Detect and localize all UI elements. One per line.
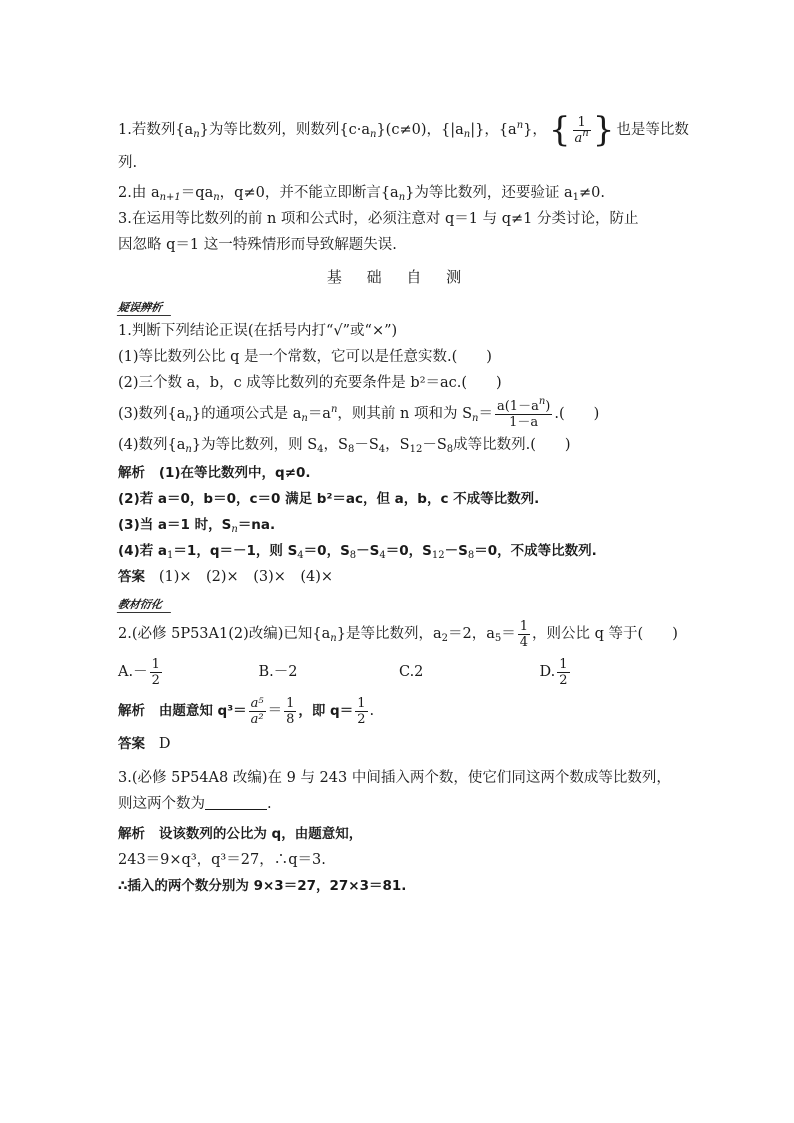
option-c[interactable]: C.2 xyxy=(399,664,424,680)
note-1-text-d: |}，{a xyxy=(470,122,517,138)
section-tag-2: 教材衍化 xyxy=(117,596,173,613)
option-a[interactable]: A.－ $\frac{1}{2}$ xyxy=(118,656,160,688)
document-page xyxy=(117,110,689,899)
sub-n: n xyxy=(193,129,200,140)
q2-analysis: 解析 由题意知 q³＝ $\frac{\text{a⁵}}{\text{a²}}$ ＝ $\frac{1}{8}$ ，即 q＝ $\frac{1}{2}$ . xyxy=(118,695,375,727)
sub-n: n xyxy=(370,129,377,140)
q1-analysis-4: (4)若 $a_1=1$，q＝－1，则 $S_4=0$，$S_8-S_4=0$，$S_{12}-S_8=0$，不成等比数列. xyxy=(118,543,597,561)
fraction-1-over-a-n: $\frac{1}{a^n}$ xyxy=(574,114,589,146)
q3-analysis-3: ∴插入的两个数分别为 9×3＝27，27×3＝81. xyxy=(118,878,407,894)
section-title: 基 础 自 测 xyxy=(326,268,472,286)
note-1-text-c: }(c≠0)，{|a xyxy=(376,122,464,138)
q1-statement-1: (1)等比数列公比 q 是一个常数，它可以是任意实数.( ) xyxy=(118,349,492,365)
q1-analysis-1: 解析 (1)在等比数列中，q≠0. xyxy=(118,465,311,481)
note-1-text-e: }， xyxy=(523,122,547,138)
q1-statement-2: (2)三个数 a，b，c 成等比数列的充要条件是 b²＝ac.( ) xyxy=(118,375,502,391)
sum-formula-fraction: $\frac{a(1-a^n)}{1-a}$ xyxy=(496,395,551,430)
section-tag-1: 疑误辨析 xyxy=(117,299,173,316)
note-3-line-1: 3.在运用等比数列的前 n 项和公式时，必须注意对 q＝1 与 q≠1 分类讨论，防止 xyxy=(118,211,639,227)
analysis-label: 解析 xyxy=(118,465,145,481)
note-1-continued: 列. xyxy=(118,155,138,171)
q1-analysis-3: (3)当 a＝1 时，$S_n=na$. xyxy=(118,517,276,535)
q2-stem: 2.(必修 5P53A1(2)改编)已知$\{a_n\}$是等比数列，$a_2=2$，$a_5=$ $\frac{1}{4}$ ，则公比 q 等于( ) xyxy=(118,618,678,650)
note-2: 2.由 $a_{n+1}=qa_n$，q≠0，并不能立即断言$\{a_n\}$为等比数列，还要验证 $a_1\ne 0$. xyxy=(118,185,605,203)
option-b[interactable]: B.－2 xyxy=(258,664,298,680)
fraction-one-quarter: $\frac{1}{4}$ xyxy=(519,618,529,650)
note-1 xyxy=(118,110,689,150)
q1-statement-3: (3)数列$\{a_n\}$的通项公式是 $a_n=a^n$，则其前 n 项和为 $S_n=$ $\frac{a(1-a^n)}{1-a}$ .( ) xyxy=(118,395,600,430)
sub-n: n xyxy=(463,129,471,140)
q2-answer: 答案 D xyxy=(118,736,171,752)
q3-stem-line-1: 3.(必修 5P54A8 改编)在 9 与 243 中间插入两个数，使它们同这两个数成等比数列， xyxy=(118,770,671,786)
q1-analysis-2: (2)若 a＝0，b＝0，c＝0 满足 b²＝ac，但 a，b，c 不成等比数列. xyxy=(118,491,540,507)
reciprocal-set: { $\frac{1}{a^n}$ } xyxy=(548,110,615,150)
note-3-line-2: 因忽略 q＝1 这一特殊情形而导致解题失误. xyxy=(118,237,397,253)
q1-statement-4: (4)数列$\{a_n\}$为等比数列，则 $S_4$，$S_8-S_4$，$S_{12}-S_8$成等比数列.( ) xyxy=(118,437,571,455)
q2-options xyxy=(118,653,680,691)
sup-n: n xyxy=(516,120,524,131)
q3-analysis-1: 解析 设该数列的公比为 q，由题意知， xyxy=(118,826,363,842)
q1-answer: 答案 (1)× (2)× (3)× (4)× xyxy=(118,569,334,585)
q3-analysis-2: 243＝9×q³，q³＝27，∴q＝3. xyxy=(118,852,326,868)
q1-stem: 1.判断下列结论正误(在括号内打“√”或“×”) xyxy=(118,323,398,339)
note-1-text-f: 也是等比数 xyxy=(616,122,689,138)
answer-label: 答案 xyxy=(118,569,145,585)
note-1-text-a: 1.若数列{a xyxy=(118,122,194,138)
option-d[interactable]: D. $\frac{1}{2}$ xyxy=(539,656,568,688)
q3-stem-line-2: 则这两个数为 . xyxy=(118,796,272,812)
note-1-text-b: }为等比数列，则数列{c·a xyxy=(199,122,370,138)
answer-blank[interactable] xyxy=(205,795,267,810)
